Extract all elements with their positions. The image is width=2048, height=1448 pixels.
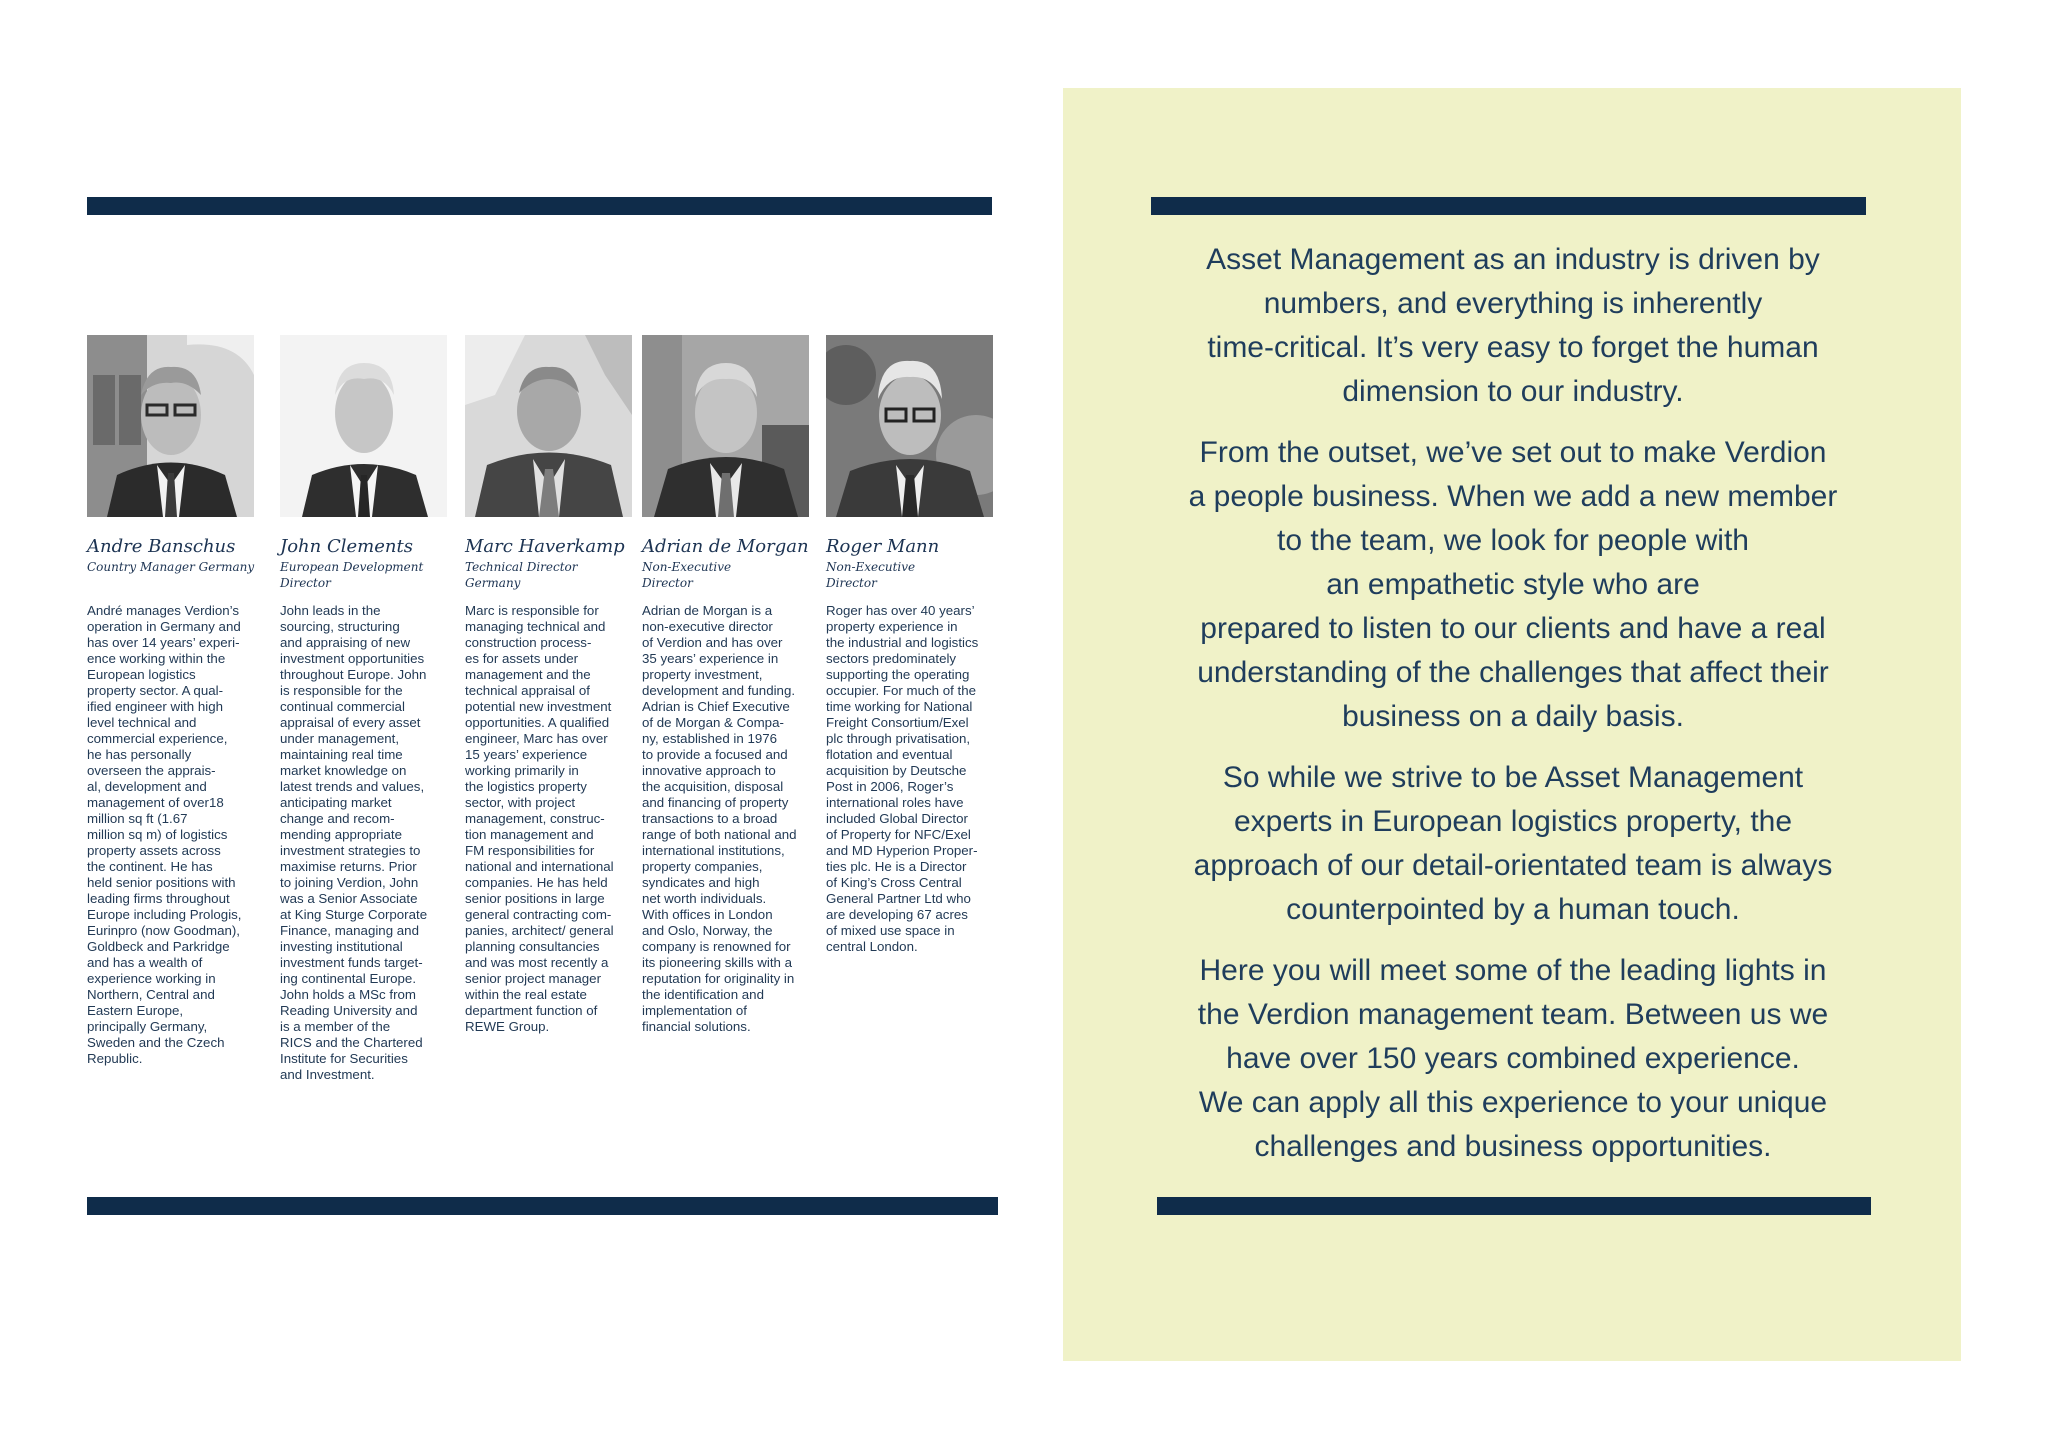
bio-line: Sweden and the Czech (87, 1035, 225, 1050)
bio-line: the continent. He has (87, 859, 213, 874)
bio-line: property investment, (642, 667, 763, 682)
portrait-roger-mann (826, 335, 993, 517)
member-role-line: Country Manager Germany (87, 560, 255, 574)
bio-line: property sector. A qual- (87, 683, 224, 698)
bio-line: international roles have (826, 795, 964, 810)
bio-line: within the real estate (465, 987, 587, 1002)
member-role-line: Technical Director (465, 560, 578, 574)
bio-line: of King’s Cross Central (826, 875, 962, 890)
bio-line: and appraising of new (280, 635, 411, 650)
bio-line: REWE Group. (465, 1019, 550, 1034)
bio-line: under management, (280, 731, 400, 746)
bio-line: commercial experience, (87, 731, 228, 746)
bio-line: to provide a focused and (642, 747, 788, 762)
bio-line: change and recom- (280, 811, 395, 826)
bio-line: senior positions in large (465, 891, 605, 906)
intro-line: experts in European logistics property, the (1233, 805, 1793, 838)
member-role-line: Director (280, 576, 331, 590)
intro-line: dimension to our industry. (1342, 375, 1684, 408)
bio-line: central London. (826, 939, 918, 954)
intro-line: counterpointed by a human touch. (1286, 893, 1740, 926)
bio-line: million sq m) of logistics (87, 827, 228, 842)
bio-line: Adrian de Morgan is a (642, 603, 773, 618)
bio-line: its pioneering skills with a (642, 955, 793, 970)
bio-line: Marc is responsible for (465, 603, 599, 618)
bio-line: investment strategies to (280, 843, 421, 858)
bio-line: engineer, Marc has over (465, 731, 608, 746)
bio-line: senior project manager (465, 971, 601, 986)
member-bio (280, 603, 427, 1083)
bio-line: Post in 2006, Roger’s (826, 779, 954, 794)
bio-line: market knowledge on (280, 763, 407, 778)
member-role (826, 559, 915, 591)
bio-line: potential new investment (465, 699, 612, 714)
intro-line: challenges and business opportunities. (1254, 1130, 1772, 1163)
intro-line: From the outset, we’ve set out to make Verdion (1199, 436, 1827, 469)
bio-line: transactions to a broad (642, 811, 778, 826)
portrait-john-clements (280, 335, 447, 517)
bio-line: managing technical and (465, 619, 606, 634)
bottom-rule-left (87, 1197, 998, 1215)
bio-line: and MD Hyperion Proper- (826, 843, 978, 858)
bio-line: planning consultancies (465, 939, 600, 954)
bio-line: sourcing, structuring (280, 619, 400, 634)
bio-line: ties plc. He is a Director (826, 859, 967, 874)
bio-line: implementation of (642, 1003, 747, 1018)
member-name: Marc Haverkamp (465, 536, 625, 557)
bio-line: al, development and (87, 779, 207, 794)
bio-line: technical appraisal of (465, 683, 590, 698)
bio-line: of de Morgan & Compa- (642, 715, 784, 730)
bio-line: occupier. For much of the (826, 683, 977, 698)
bio-line: and has a wealth of (87, 955, 203, 970)
member-role (642, 559, 731, 591)
bio-line: Institute for Securities (280, 1051, 408, 1066)
bio-line: level technical and (87, 715, 197, 730)
bio-line: flotation and eventual (826, 747, 953, 762)
bio-line: time working for National (826, 699, 973, 714)
bio-line: John holds a MSc from (280, 987, 416, 1002)
member-role (465, 559, 578, 591)
intro-text (1133, 238, 1893, 1186)
bio-line: financial solutions. (642, 1019, 751, 1034)
bio-line: André manages Verdion’s (87, 603, 240, 618)
bio-line: development and funding. (642, 683, 796, 698)
member-bio (642, 603, 797, 1035)
member-role-line: Director (642, 576, 693, 590)
bio-line: range of both national and (642, 827, 797, 842)
bio-line: has over 14 years’ experi- (87, 635, 240, 650)
bio-line: latest trends and values, (280, 779, 425, 794)
bio-line: of Property for NFC/Exel (826, 827, 971, 842)
intro-paragraph (1133, 238, 1893, 414)
bio-line: non-executive director (642, 619, 773, 634)
bio-line: investing institutional (280, 939, 403, 954)
intro-line: We can apply all this experience to your unique (1198, 1086, 1828, 1119)
bio-line: are developing 67 acres (826, 907, 968, 922)
bio-line: and was most recently a (465, 955, 609, 970)
member-role-line: European Development (280, 560, 424, 574)
bio-line: Finance, managing and (280, 923, 419, 938)
bio-line: and Oslo, Norway, the (642, 923, 773, 938)
bio-line: department function of (465, 1003, 598, 1018)
bio-line: maximise returns. Prior (280, 859, 417, 874)
intro-line: business on a daily basis. (1342, 700, 1684, 733)
bio-line: of Verdion and has over (642, 635, 783, 650)
intro-line: Here you will meet some of the leading lights in (1199, 954, 1827, 987)
bio-line: es for assets under (465, 651, 579, 666)
portrait-adrian-de-morgan (642, 335, 809, 517)
bio-line: experience working in (87, 971, 216, 986)
bio-line: plc through privatisation, (826, 731, 971, 746)
intro-line: time-critical. It’s very easy to forget the human (1207, 331, 1819, 364)
bottom-rule-right (1157, 1197, 1871, 1215)
bio-line: Europe including Prologis, (87, 907, 242, 922)
bio-line: is responsible for the (280, 683, 403, 698)
bio-line: continual commercial (280, 699, 405, 714)
bio-line: company is renowned for (642, 939, 791, 954)
bio-line: investment opportunities (280, 651, 425, 666)
bio-line: property companies, (642, 859, 763, 874)
intro-line: understanding of the challenges that affect their (1197, 656, 1829, 689)
bio-line: John leads in the (280, 603, 381, 618)
bio-line: Northern, Central and (87, 987, 215, 1002)
member-role (87, 559, 254, 575)
bio-line: tion management and (465, 827, 594, 842)
member-role-line: Non-Executive (642, 560, 732, 574)
bio-line: Adrian is Chief Executive (642, 699, 790, 714)
bio-line: innovative approach to (642, 763, 776, 778)
bio-line: international institutions, (642, 843, 785, 858)
member-role-line: Director (826, 576, 877, 590)
bio-line: the acquisition, disposal (642, 779, 784, 794)
bio-line: 15 years’ experience (465, 747, 588, 762)
bio-line: opportunities. A qualified (465, 715, 610, 730)
member-name: Andre Banschus (87, 536, 236, 557)
bio-line: the industrial and logistics (826, 635, 979, 650)
bio-line: ence working within the (87, 651, 226, 666)
bio-line: at King Sturge Corporate (280, 907, 428, 922)
bio-line: general contracting com- (465, 907, 612, 922)
bio-line: national and international (465, 859, 614, 874)
bio-line: the logistics property (465, 779, 587, 794)
intro-line: approach of our detail-orientated team is always (1193, 849, 1833, 882)
bio-line: and Investment. (280, 1067, 375, 1082)
intro-paragraph (1133, 431, 1893, 739)
portrait-andre-banschus (87, 335, 254, 517)
bio-line: overseen the apprais- (87, 763, 216, 778)
bio-line: sector, with project (465, 795, 576, 810)
bio-line: management, construc- (465, 811, 605, 826)
intro-line: the Verdion management team. Between us we (1197, 998, 1829, 1031)
bio-line: held senior positions with (87, 875, 236, 890)
bio-line: Roger has over 40 years’ (826, 603, 975, 618)
intro-line: Asset Management as an industry is driven by (1206, 243, 1820, 276)
bio-line: leading firms throughout (87, 891, 230, 906)
bio-line: investment funds target- (280, 955, 423, 970)
bio-line: Eastern Europe, (87, 1003, 184, 1018)
bio-line: Republic. (87, 1051, 143, 1066)
bio-line: throughout Europe. John (280, 667, 427, 682)
bio-line: operation in Germany and (87, 619, 241, 634)
member-role-line: Germany (465, 576, 521, 590)
member-bio (826, 603, 978, 955)
bio-line: working primarily in (465, 763, 579, 778)
bio-line: mending appropriate (280, 827, 402, 842)
bio-line: Eurinpro (now Goodman), (87, 923, 240, 938)
bio-line: appraisal of every asset (280, 715, 421, 730)
portrait-marc-haverkamp (465, 335, 632, 517)
bio-line: ified engineer with high (87, 699, 224, 714)
bio-line: FM responsibilities for (465, 843, 595, 858)
member-bio (465, 603, 614, 1035)
bio-line: companies. He has held (465, 875, 608, 890)
bio-line: of mixed use space in (826, 923, 955, 938)
member-bio (87, 603, 242, 1067)
bio-line: is a member of the (280, 1019, 391, 1034)
bio-line: ing continental Europe. (280, 971, 417, 986)
top-rule-left (87, 197, 992, 215)
bio-line: he has personally (87, 747, 192, 762)
bio-line: construction process- (465, 635, 592, 650)
bio-line: ny, established in 1976 (642, 731, 778, 746)
bio-line: management of over18 (87, 795, 224, 810)
bio-line: General Partner Ltd who (826, 891, 971, 906)
intro-paragraph (1133, 949, 1893, 1169)
bio-line: was a Senior Associate (280, 891, 418, 906)
bio-line: reputation for originality in (642, 971, 795, 986)
bio-line: property experience in (826, 619, 958, 634)
bio-line: Reading University and (280, 1003, 418, 1018)
bio-line: principally Germany, (87, 1019, 208, 1034)
bio-line: Goldbeck and Parkridge (87, 939, 230, 954)
bio-line: panies, architect/ general (465, 923, 614, 938)
bio-line: management and the (465, 667, 591, 682)
bio-line: syndicates and high (642, 875, 760, 890)
bio-line: the identification and (642, 987, 764, 1002)
bio-line: maintaining real time (280, 747, 403, 762)
member-role (280, 559, 423, 591)
bio-line: acquisition by Deutsche (826, 763, 967, 778)
member-name: Roger Mann (826, 536, 940, 557)
bio-line: included Global Director (826, 811, 968, 826)
bio-line: European logistics (87, 667, 196, 682)
intro-line: to the team, we look for people with (1277, 524, 1749, 557)
intro-line: prepared to listen to our clients and have a real (1200, 612, 1826, 645)
bio-line: property assets across (87, 843, 221, 858)
intro-paragraph (1133, 756, 1893, 932)
bio-line: Freight Consortium/Exel (826, 715, 969, 730)
bio-line: to joining Verdion, John (280, 875, 419, 890)
bio-line: and financing of property (642, 795, 789, 810)
intro-line: have over 150 years combined experience. (1226, 1042, 1800, 1075)
member-role-line: Non-Executive (826, 560, 916, 574)
bio-line: million sq ft (1.67 (87, 811, 188, 826)
bio-line: anticipating market (280, 795, 392, 810)
bio-line: net worth individuals. (642, 891, 767, 906)
bio-line: RICS and the Chartered (280, 1035, 423, 1050)
member-name: John Clements (280, 536, 413, 557)
bio-line: sectors predominately (826, 651, 957, 666)
intro-line: an empathetic style who are (1326, 568, 1700, 601)
member-name: Adrian de Morgan (642, 536, 809, 557)
bio-line: supporting the operating (826, 667, 970, 682)
intro-line: numbers, and everything is inherently (1263, 287, 1763, 320)
intro-line: So while we strive to be Asset Management (1222, 761, 1804, 794)
top-rule-right (1151, 197, 1866, 215)
bio-line: 35 years’ experience in (642, 651, 779, 666)
intro-line: a people business. When we add a new member (1188, 480, 1838, 513)
bio-line: With offices in London (642, 907, 773, 922)
